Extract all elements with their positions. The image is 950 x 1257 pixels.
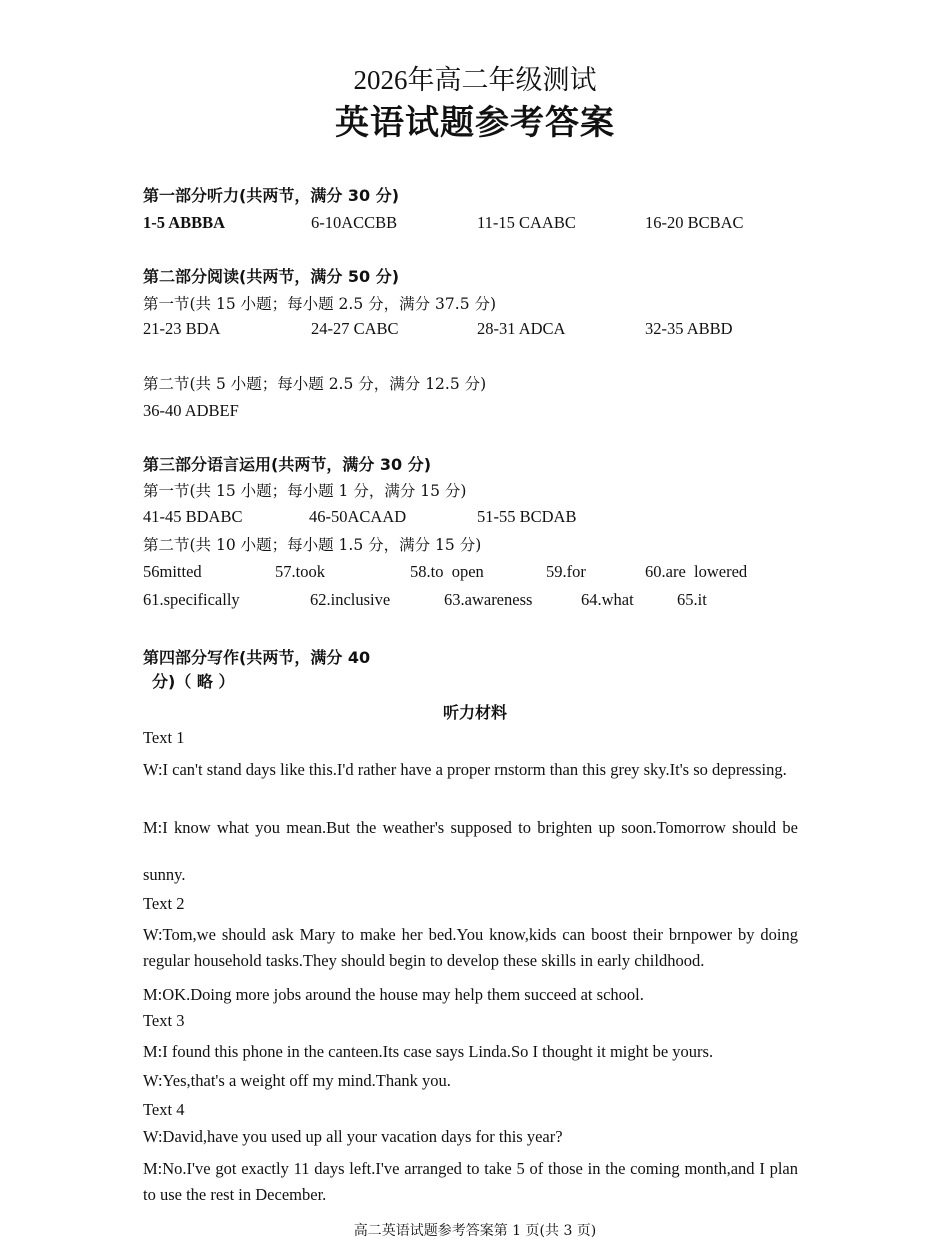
answer-group: 1-5 ABBBA — [143, 213, 226, 232]
part3-heading: 第三部分语言运用(共两节，满分 30 分) — [143, 455, 432, 474]
answer-group: 11-15 CAABC — [477, 213, 576, 232]
text-label: Text 4 — [143, 1100, 185, 1119]
dialogue-line: M:I found this phone in the canteen.Its case says Linda.So I thought it might be yours. — [143, 1042, 714, 1061]
cloze-answer: 64.what — [581, 590, 634, 609]
page-footer: 高二英语试题参考答案第 1 页(共 3 页) — [353, 1223, 597, 1239]
answer-group: 6-10ACCBB — [311, 213, 398, 232]
cloze-answer: 61.specifically — [143, 590, 240, 609]
answer-group: 36-40 ADBEF — [143, 401, 239, 420]
part2-heading: 第二部分阅读(共两节，满分 50 分) — [143, 267, 400, 286]
cloze-answer: 60.are lowered — [645, 562, 748, 581]
answer-group: 24-27 CABC — [311, 319, 399, 338]
answer-group: 46-50ACAAD — [309, 507, 407, 526]
answer-group: 21-23 BDA — [143, 319, 221, 338]
cloze-answer: 63.awareness — [444, 590, 533, 609]
part4-heading-cont: 分)（ 略 ） — [152, 672, 235, 691]
dialogue-line: W:David,have you used up all your vacation days for this year? — [143, 1127, 563, 1146]
text-label: Text 1 — [143, 728, 185, 747]
text-label: Text 3 — [143, 1011, 185, 1030]
cloze-answer: 65.it — [677, 590, 707, 609]
dialogue-line: M:No.I've got exactly 11 days left.I've arranged to take 5 of those in the coming month,and I plan to use the rest in December. — [143, 1159, 798, 1204]
dialogue-line: W:Tom,we should ask Mary to make her bed.You know,kids can boost their brnpower by doing regular household tasks.They should begin to develop these skills in early childhood. — [143, 925, 798, 970]
listening-title: 听力材料 — [442, 703, 507, 722]
answer-group: 32-35 ABBD — [645, 319, 733, 338]
answer-group: 51-55 BCDAB — [477, 507, 577, 526]
part2-section2-heading: 第二节(共 5 小题；每小题 2.5 分，满分 12.5 分) — [143, 375, 487, 393]
answer-group: 28-31 ADCA — [477, 319, 566, 338]
cloze-answer: 59.for — [546, 562, 586, 581]
cloze-answer: 62.inclusive — [310, 590, 391, 609]
dialogue-line: W:Yes,that's a weight off my mind.Thank you. — [143, 1071, 451, 1090]
cloze-answer: 56mitted — [143, 562, 202, 581]
dialogue-line: M:OK.Doing more jobs around the house may help them succeed at school. — [143, 985, 644, 1004]
part3-section1-heading: 第一节(共 15 小题；每小题 1 分，满分 15 分) — [143, 482, 467, 500]
part2-section1-heading: 第一节(共 15 小题；每小题 2.5 分，满分 37.5 分) — [143, 295, 497, 313]
answer-group: 41-45 BDABC — [143, 507, 243, 526]
cloze-answer: 58.to open — [410, 562, 484, 581]
answer-key-title: 英语试题参考答案 — [335, 105, 615, 142]
part1-heading: 第一部分听力(共两节，满分 30 分) — [143, 186, 400, 205]
part3-section2-heading: 第二节(共 10 小题；每小题 1.5 分，满分 15 分) — [143, 536, 482, 554]
dialogue-line-cont: sunny. — [143, 865, 186, 884]
cloze-answer: 57.took — [275, 562, 325, 581]
text-label: Text 2 — [143, 894, 185, 913]
exam-title: 2026年高二年级测试 — [353, 65, 597, 95]
dialogue-line: W:I can't stand days like this.I'd rather have a proper rnstorm than this grey sky.It's so depressing. — [143, 760, 787, 779]
answer-group: 16-20 BCBAC — [645, 213, 744, 232]
dialogue-line: M:I know what you mean.But the weather's supposed to brighten up soon.Tomorrow should be — [143, 818, 798, 837]
part4-heading: 第四部分写作(共两节，满分 40 — [143, 648, 371, 667]
